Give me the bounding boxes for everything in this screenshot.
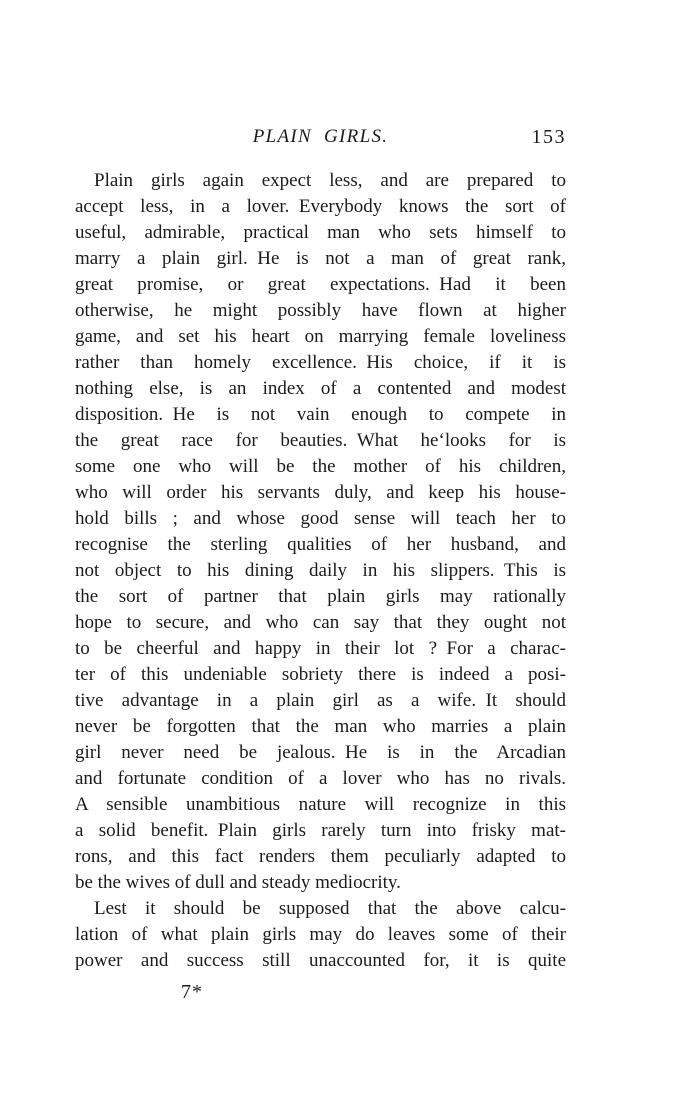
running-title: PLAIN GIRLS.: [252, 126, 389, 147]
text-line: girl never need be jealous. He is in the Arcadian: [75, 742, 566, 763]
text-line: who will order his servants duly, and keep his house-: [75, 482, 566, 503]
text-line: rons, and this fact renders them peculiarly adapted to: [75, 846, 566, 867]
text-line: lation of what plain girls may do leaves some of their: [75, 924, 566, 945]
text-line: useful, admirable, practical man who sets himself to: [75, 222, 566, 243]
text-line: accept less, in a lover. Everybody knows the sort of: [75, 196, 566, 217]
text-line: never be forgotten that the man who marries a plain: [75, 716, 566, 737]
text-line: hold bills ; and whose good sense will teach her to: [75, 508, 566, 529]
text-line: not object to his dining daily in his slippers. This is: [75, 560, 566, 581]
signature-mark: 7*: [181, 981, 203, 1003]
text-line: otherwise, he might possibly have flown at higher: [75, 300, 566, 321]
text-line: disposition. He is not vain enough to compete in: [75, 404, 566, 425]
text-line: game, and set his heart on marrying female loveliness: [75, 326, 566, 347]
text-block: [75, 168, 566, 974]
text-line: great promise, or great expectations. Had it been: [75, 274, 566, 295]
text-line: hope to secure, and who can say that they ought not: [75, 612, 566, 633]
page-number: 153: [531, 126, 566, 148]
text-line: and fortunate condition of a lover who has no rivals.: [75, 768, 566, 789]
text-line: marry a plain girl. He is not a man of great rank,: [75, 248, 566, 269]
text-line: recognise the sterling qualities of her husband, and: [75, 534, 566, 555]
text-line: the great race for beauties. What he‘looks for is: [75, 430, 566, 451]
text-line: A sensible unambitious nature will recognize in this: [75, 794, 566, 815]
text-line: be the wives of dull and steady mediocrity.: [75, 872, 401, 893]
text-line: rather than homely excellence. His choice, if it is: [75, 352, 566, 373]
text-line: power and success still unaccounted for, it is quite: [75, 950, 566, 971]
paragraph: [75, 168, 566, 896]
text-line: Plain girls again expect less, and are prepared to: [94, 170, 566, 191]
text-line: nothing else, is an index of a contented and modest: [75, 378, 566, 399]
text-line: ter of this undeniable sobriety there is indeed a posi-: [75, 664, 566, 685]
text-line: the sort of partner that plain girls may rationally: [75, 586, 566, 607]
text-line: a solid benefit. Plain girls rarely turn into frisky mat-: [75, 820, 566, 841]
paragraph: [75, 896, 566, 974]
text-line: tive advantage in a plain girl as a wife. It should: [75, 690, 566, 711]
text-line: some one who will be the mother of his children,: [75, 456, 566, 477]
text-line: Lest it should be supposed that the above calcu-: [94, 898, 566, 919]
running-head: [75, 126, 566, 152]
text-line: to be cheerful and happy in their lot ? For a charac-: [75, 638, 566, 659]
